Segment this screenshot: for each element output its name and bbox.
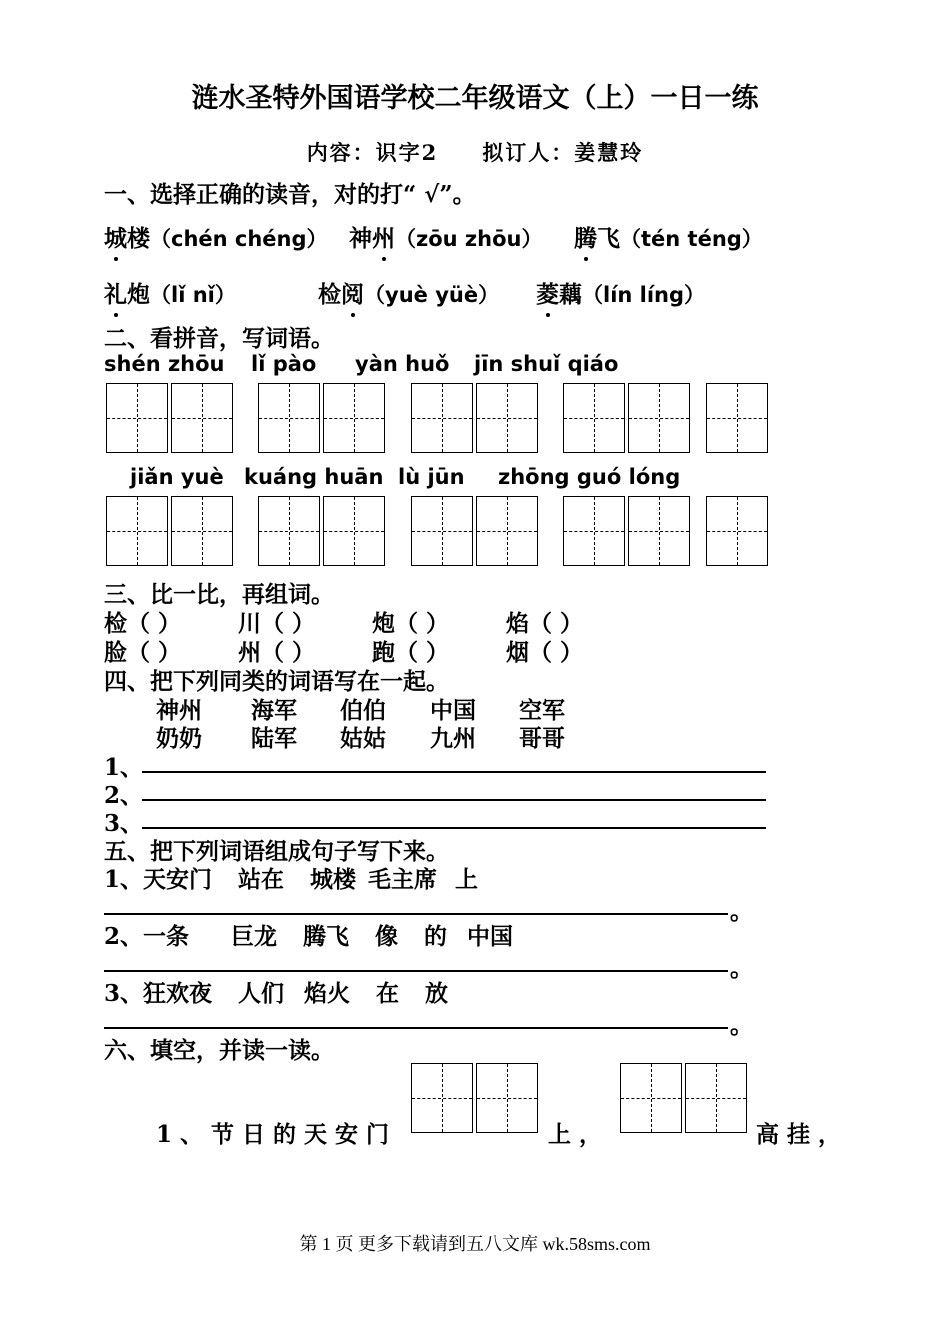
s5-period: 。 bbox=[730, 1012, 753, 1039]
s1-item-5 bbox=[318, 276, 499, 309]
section-1-heading: 一、选择正确的读音，对的打“ √”。 bbox=[104, 181, 476, 208]
s6-prefix: 1 、 节 日 的 天 安 门 bbox=[156, 1121, 390, 1148]
writing-cell[interactable] bbox=[171, 496, 233, 566]
s4-word: 空军 bbox=[519, 697, 565, 724]
s5-item-num: 2、 bbox=[104, 923, 144, 950]
writing-cell[interactable] bbox=[258, 496, 320, 566]
s3-item-8: 烟（ ） bbox=[506, 639, 584, 666]
s1-item-6-char2: 藕 bbox=[559, 281, 582, 308]
s1-item-5-pinyin: （yuè yüè） bbox=[364, 283, 500, 307]
s4-word: 哥哥 bbox=[519, 725, 565, 752]
s4-word: 姑姑 bbox=[340, 725, 386, 752]
s1-item-3-char1: 腾 bbox=[574, 225, 597, 252]
s1-item-4-char2: 炮 bbox=[127, 281, 150, 308]
page-title: 涟水圣特外国语学校二年级语文（上）一日一练 bbox=[191, 83, 759, 114]
s3-item-1: 检（ ） bbox=[104, 610, 182, 637]
s5-word: 狂欢夜 bbox=[143, 980, 213, 1007]
s5-period: 。 bbox=[730, 955, 753, 982]
writing-cell[interactable] bbox=[106, 496, 168, 566]
subtitle-content: 内容：识字2 bbox=[306, 140, 439, 165]
s2-grid-10[interactable] bbox=[706, 496, 768, 566]
s6-grid-2[interactable] bbox=[620, 1063, 747, 1133]
s4-word: 奶奶 bbox=[156, 725, 202, 752]
s5-word: 放 bbox=[425, 980, 449, 1007]
writing-cell[interactable] bbox=[411, 383, 473, 453]
s2-pinyin-3: yàn huǒ bbox=[355, 352, 450, 376]
s2-grid-1[interactable] bbox=[106, 383, 233, 453]
s4-label-3: 3、 bbox=[104, 810, 144, 837]
s6-mid: 上 ， bbox=[548, 1121, 603, 1148]
s5-word: 焰火 bbox=[304, 980, 351, 1007]
s6-grid-1[interactable] bbox=[411, 1063, 538, 1133]
writing-cell[interactable] bbox=[563, 496, 625, 566]
s4-answer-line-3[interactable] bbox=[142, 827, 766, 829]
s4-word: 伯伯 bbox=[340, 697, 386, 724]
s5-answer-line-3[interactable] bbox=[104, 1027, 728, 1029]
subtitle-author: 拟订人：姜慧玲 bbox=[482, 140, 644, 165]
s2-pinyin-8: zhōng guó lóng bbox=[498, 465, 681, 489]
s1-item-5-char1: 检 bbox=[318, 281, 341, 308]
writing-cell[interactable] bbox=[476, 383, 538, 453]
s5-word: 城楼 bbox=[310, 866, 357, 893]
s5-word: 巨龙 bbox=[231, 923, 278, 950]
s5-item-num: 1、 bbox=[104, 866, 144, 893]
s5-period: 。 bbox=[730, 898, 753, 925]
writing-cell[interactable] bbox=[685, 1063, 747, 1133]
s2-pinyin-4: jīn shuǐ qiáo bbox=[474, 352, 619, 376]
writing-cell[interactable] bbox=[706, 383, 768, 453]
s5-word: 的 bbox=[424, 923, 448, 950]
s5-word: 一条 bbox=[143, 923, 190, 950]
s5-word: 毛主席 bbox=[368, 866, 438, 893]
s1-item-4-pinyin: （lǐ nǐ） bbox=[150, 283, 236, 307]
s2-grid-5[interactable] bbox=[706, 383, 768, 453]
s1-item-1-char1: 城 bbox=[104, 225, 127, 252]
writing-cell[interactable] bbox=[106, 383, 168, 453]
page-footer: 第 1 页 更多下载请到五八文库 wk.58sms.com bbox=[299, 1234, 651, 1254]
section-4-heading: 四、把下列同类的词语写在一起。 bbox=[104, 668, 449, 695]
section-5-heading: 五、把下列词语组成句子写下来。 bbox=[104, 838, 449, 865]
writing-cell[interactable] bbox=[628, 496, 690, 566]
s1-item-2-char1: 神 bbox=[349, 225, 372, 252]
s3-item-3: 炮（ ） bbox=[372, 610, 450, 637]
s2-grid-8[interactable] bbox=[411, 496, 538, 566]
writing-cell[interactable] bbox=[411, 1063, 473, 1133]
s4-label-2: 2、 bbox=[104, 782, 144, 809]
s1-item-1-pinyin: （chén chéng） bbox=[150, 227, 328, 251]
s2-pinyin-5: jiǎn yuè bbox=[130, 465, 224, 489]
s5-answer-line-1[interactable] bbox=[104, 913, 728, 915]
s1-item-4 bbox=[104, 276, 236, 309]
s5-item-2 bbox=[104, 918, 513, 951]
s4-answer-line-2[interactable] bbox=[142, 799, 766, 801]
s2-grid-3[interactable] bbox=[411, 383, 538, 453]
writing-cell[interactable] bbox=[628, 383, 690, 453]
section-6-heading: 六、填空，并读一读。 bbox=[104, 1037, 334, 1064]
writing-cell[interactable] bbox=[563, 383, 625, 453]
s5-word: 人们 bbox=[238, 980, 285, 1007]
writing-cell[interactable] bbox=[258, 383, 320, 453]
s1-item-1 bbox=[104, 220, 328, 253]
writing-cell[interactable] bbox=[476, 1063, 538, 1133]
s6-suffix: 高 挂 ， bbox=[756, 1121, 842, 1148]
s5-answer-line-2[interactable] bbox=[104, 970, 728, 972]
s2-grid-9[interactable] bbox=[563, 496, 690, 566]
s2-grid-4[interactable] bbox=[563, 383, 690, 453]
s5-item-3 bbox=[104, 975, 448, 1008]
s5-word: 站在 bbox=[238, 866, 285, 893]
s2-grid-2[interactable] bbox=[258, 383, 385, 453]
s3-item-5: 脸（ ） bbox=[104, 639, 182, 666]
s5-word: 中国 bbox=[467, 923, 514, 950]
s5-word: 在 bbox=[376, 980, 400, 1007]
s4-answer-line-1[interactable] bbox=[142, 771, 766, 773]
writing-cell[interactable] bbox=[171, 383, 233, 453]
writing-cell[interactable] bbox=[323, 496, 385, 566]
s5-word: 腾飞 bbox=[303, 923, 350, 950]
s4-word: 中国 bbox=[430, 697, 476, 724]
s4-word: 神州 bbox=[156, 697, 202, 724]
s2-grid-7[interactable] bbox=[258, 496, 385, 566]
s4-label-1: 1、 bbox=[104, 754, 144, 781]
s5-item-1 bbox=[104, 861, 478, 894]
writing-cell[interactable] bbox=[323, 383, 385, 453]
s1-item-2-char2: 州 bbox=[372, 225, 395, 252]
s1-item-3-char2: 飞 bbox=[597, 225, 620, 252]
s1-item-6-pinyin: （lín líng） bbox=[582, 283, 706, 307]
subtitle bbox=[0, 137, 950, 167]
s4-word: 九州 bbox=[430, 725, 476, 752]
s4-word: 陆军 bbox=[251, 725, 297, 752]
s3-item-2: 川（ ） bbox=[238, 610, 316, 637]
s3-item-4: 焰（ ） bbox=[506, 610, 584, 637]
s1-item-2-pinyin: （zōu zhōu） bbox=[395, 227, 543, 251]
s1-item-6 bbox=[536, 276, 705, 309]
s2-grid-6[interactable] bbox=[106, 496, 233, 566]
s1-item-4-char1: 礼 bbox=[104, 281, 127, 308]
s5-item-num: 3、 bbox=[104, 980, 144, 1007]
writing-cell[interactable] bbox=[411, 496, 473, 566]
s4-word: 海军 bbox=[251, 697, 297, 724]
s2-pinyin-2: lǐ pào bbox=[251, 352, 317, 376]
s2-pinyin-1: shén zhōu bbox=[104, 352, 225, 376]
writing-cell[interactable] bbox=[620, 1063, 682, 1133]
s5-word: 上 bbox=[455, 866, 479, 893]
writing-cell[interactable] bbox=[706, 496, 768, 566]
s3-item-7: 跑（ ） bbox=[372, 639, 450, 666]
writing-cell[interactable] bbox=[476, 496, 538, 566]
s2-pinyin-7: lù jūn bbox=[398, 465, 465, 489]
s2-pinyin-6: kuáng huān bbox=[244, 465, 384, 489]
section-3-heading: 三、比一比，再组词。 bbox=[104, 581, 334, 608]
section-2-heading: 二、看拼音，写词语。 bbox=[104, 325, 334, 352]
s1-item-3 bbox=[574, 220, 763, 253]
s1-item-5-char2: 阅 bbox=[341, 281, 364, 308]
s1-item-2 bbox=[349, 220, 542, 253]
s5-word: 像 bbox=[375, 923, 399, 950]
s5-word: 天安门 bbox=[143, 866, 213, 893]
s1-item-1-char2: 楼 bbox=[127, 225, 150, 252]
s1-item-6-char1: 菱 bbox=[536, 281, 559, 308]
s3-item-6: 州（ ） bbox=[238, 639, 316, 666]
s1-item-3-pinyin: （tén téng） bbox=[620, 227, 763, 251]
